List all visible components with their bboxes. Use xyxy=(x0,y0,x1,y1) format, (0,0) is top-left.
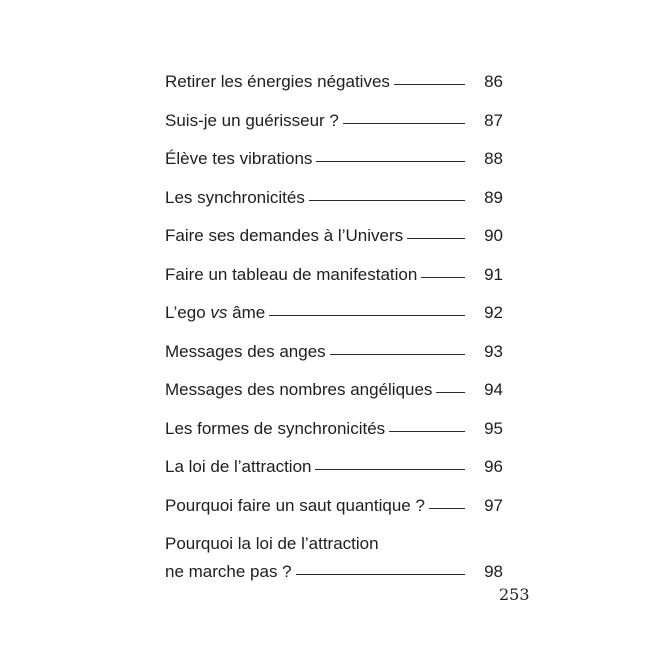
toc-entry-page: 88 xyxy=(484,149,503,168)
toc-entry xyxy=(165,68,503,107)
toc-entry-title: Retirer les énergies négatives xyxy=(165,72,390,91)
toc-entry-title: Élève tes vibrations xyxy=(165,149,313,168)
toc-entry-title: Suis-je un guérisseur ? xyxy=(165,110,339,130)
toc-entry xyxy=(165,338,503,377)
page-number: 253 xyxy=(499,585,530,604)
toc-entry-title: Les formes de synchronicités xyxy=(165,418,386,438)
toc-entry-page: 94 xyxy=(484,380,503,399)
toc-entry xyxy=(165,376,503,415)
dot-leader xyxy=(407,238,465,239)
toc-entry-title: Faire ses demandes à l’Univers xyxy=(165,226,404,245)
toc-entry-page: 92 xyxy=(484,303,503,322)
toc-entry-title: Messages des nombres angéliques xyxy=(165,380,433,399)
toc-entry xyxy=(165,145,503,184)
toc-entry-page: 91 xyxy=(484,264,503,284)
dot-leader xyxy=(296,574,465,575)
dot-leader xyxy=(436,392,465,393)
toc-entry-title xyxy=(165,299,265,327)
toc-entry-title-part: L’ego xyxy=(165,303,211,322)
toc-entry-page: 86 xyxy=(484,72,503,91)
dot-leader xyxy=(330,354,465,355)
dot-leader xyxy=(429,508,465,509)
dot-leader xyxy=(421,277,465,278)
toc-entry-title-line1: Pourquoi la loi de l’attraction xyxy=(165,534,379,553)
toc-entry xyxy=(165,530,503,590)
toc-entry xyxy=(165,415,503,454)
dot-leader xyxy=(343,123,465,124)
dot-leader xyxy=(389,431,465,432)
toc-entry-page: 93 xyxy=(484,341,503,361)
toc-entry xyxy=(165,492,503,531)
table-of-contents xyxy=(165,68,503,590)
toc-entry xyxy=(165,222,503,261)
toc-entry-title-italic: vs xyxy=(210,303,228,322)
toc-entry-page: 90 xyxy=(484,226,503,245)
dot-leader xyxy=(394,84,465,85)
toc-entry-title: La loi de l’attraction xyxy=(165,457,312,476)
toc-entry-title-part: âme xyxy=(227,303,266,322)
toc-entry-page: 95 xyxy=(484,418,503,438)
toc-entry xyxy=(165,184,503,223)
toc-entry-title: Les synchronicités xyxy=(165,187,305,207)
toc-entry xyxy=(165,261,503,300)
toc-entry xyxy=(165,107,503,146)
toc-entry-page: 96 xyxy=(484,457,503,476)
toc-entry-title: Pourquoi faire un saut quantique ? xyxy=(165,495,425,515)
toc-entry xyxy=(165,299,503,338)
toc-entry-title: Messages des anges xyxy=(165,341,326,361)
toc-entry-title-line2: ne marche pas ? xyxy=(165,562,292,581)
dot-leader xyxy=(309,200,465,201)
toc-entry-page: 89 xyxy=(484,187,503,207)
toc-entry-title: Faire un tableau de manifestation xyxy=(165,264,418,284)
toc-entry xyxy=(165,453,503,492)
dot-leader xyxy=(315,469,465,470)
toc-entry-page: 87 xyxy=(484,110,503,130)
toc-entry-page: 98 xyxy=(484,562,503,581)
dot-leader xyxy=(269,315,465,316)
dot-leader xyxy=(316,161,465,162)
toc-entry-page: 97 xyxy=(484,495,503,515)
